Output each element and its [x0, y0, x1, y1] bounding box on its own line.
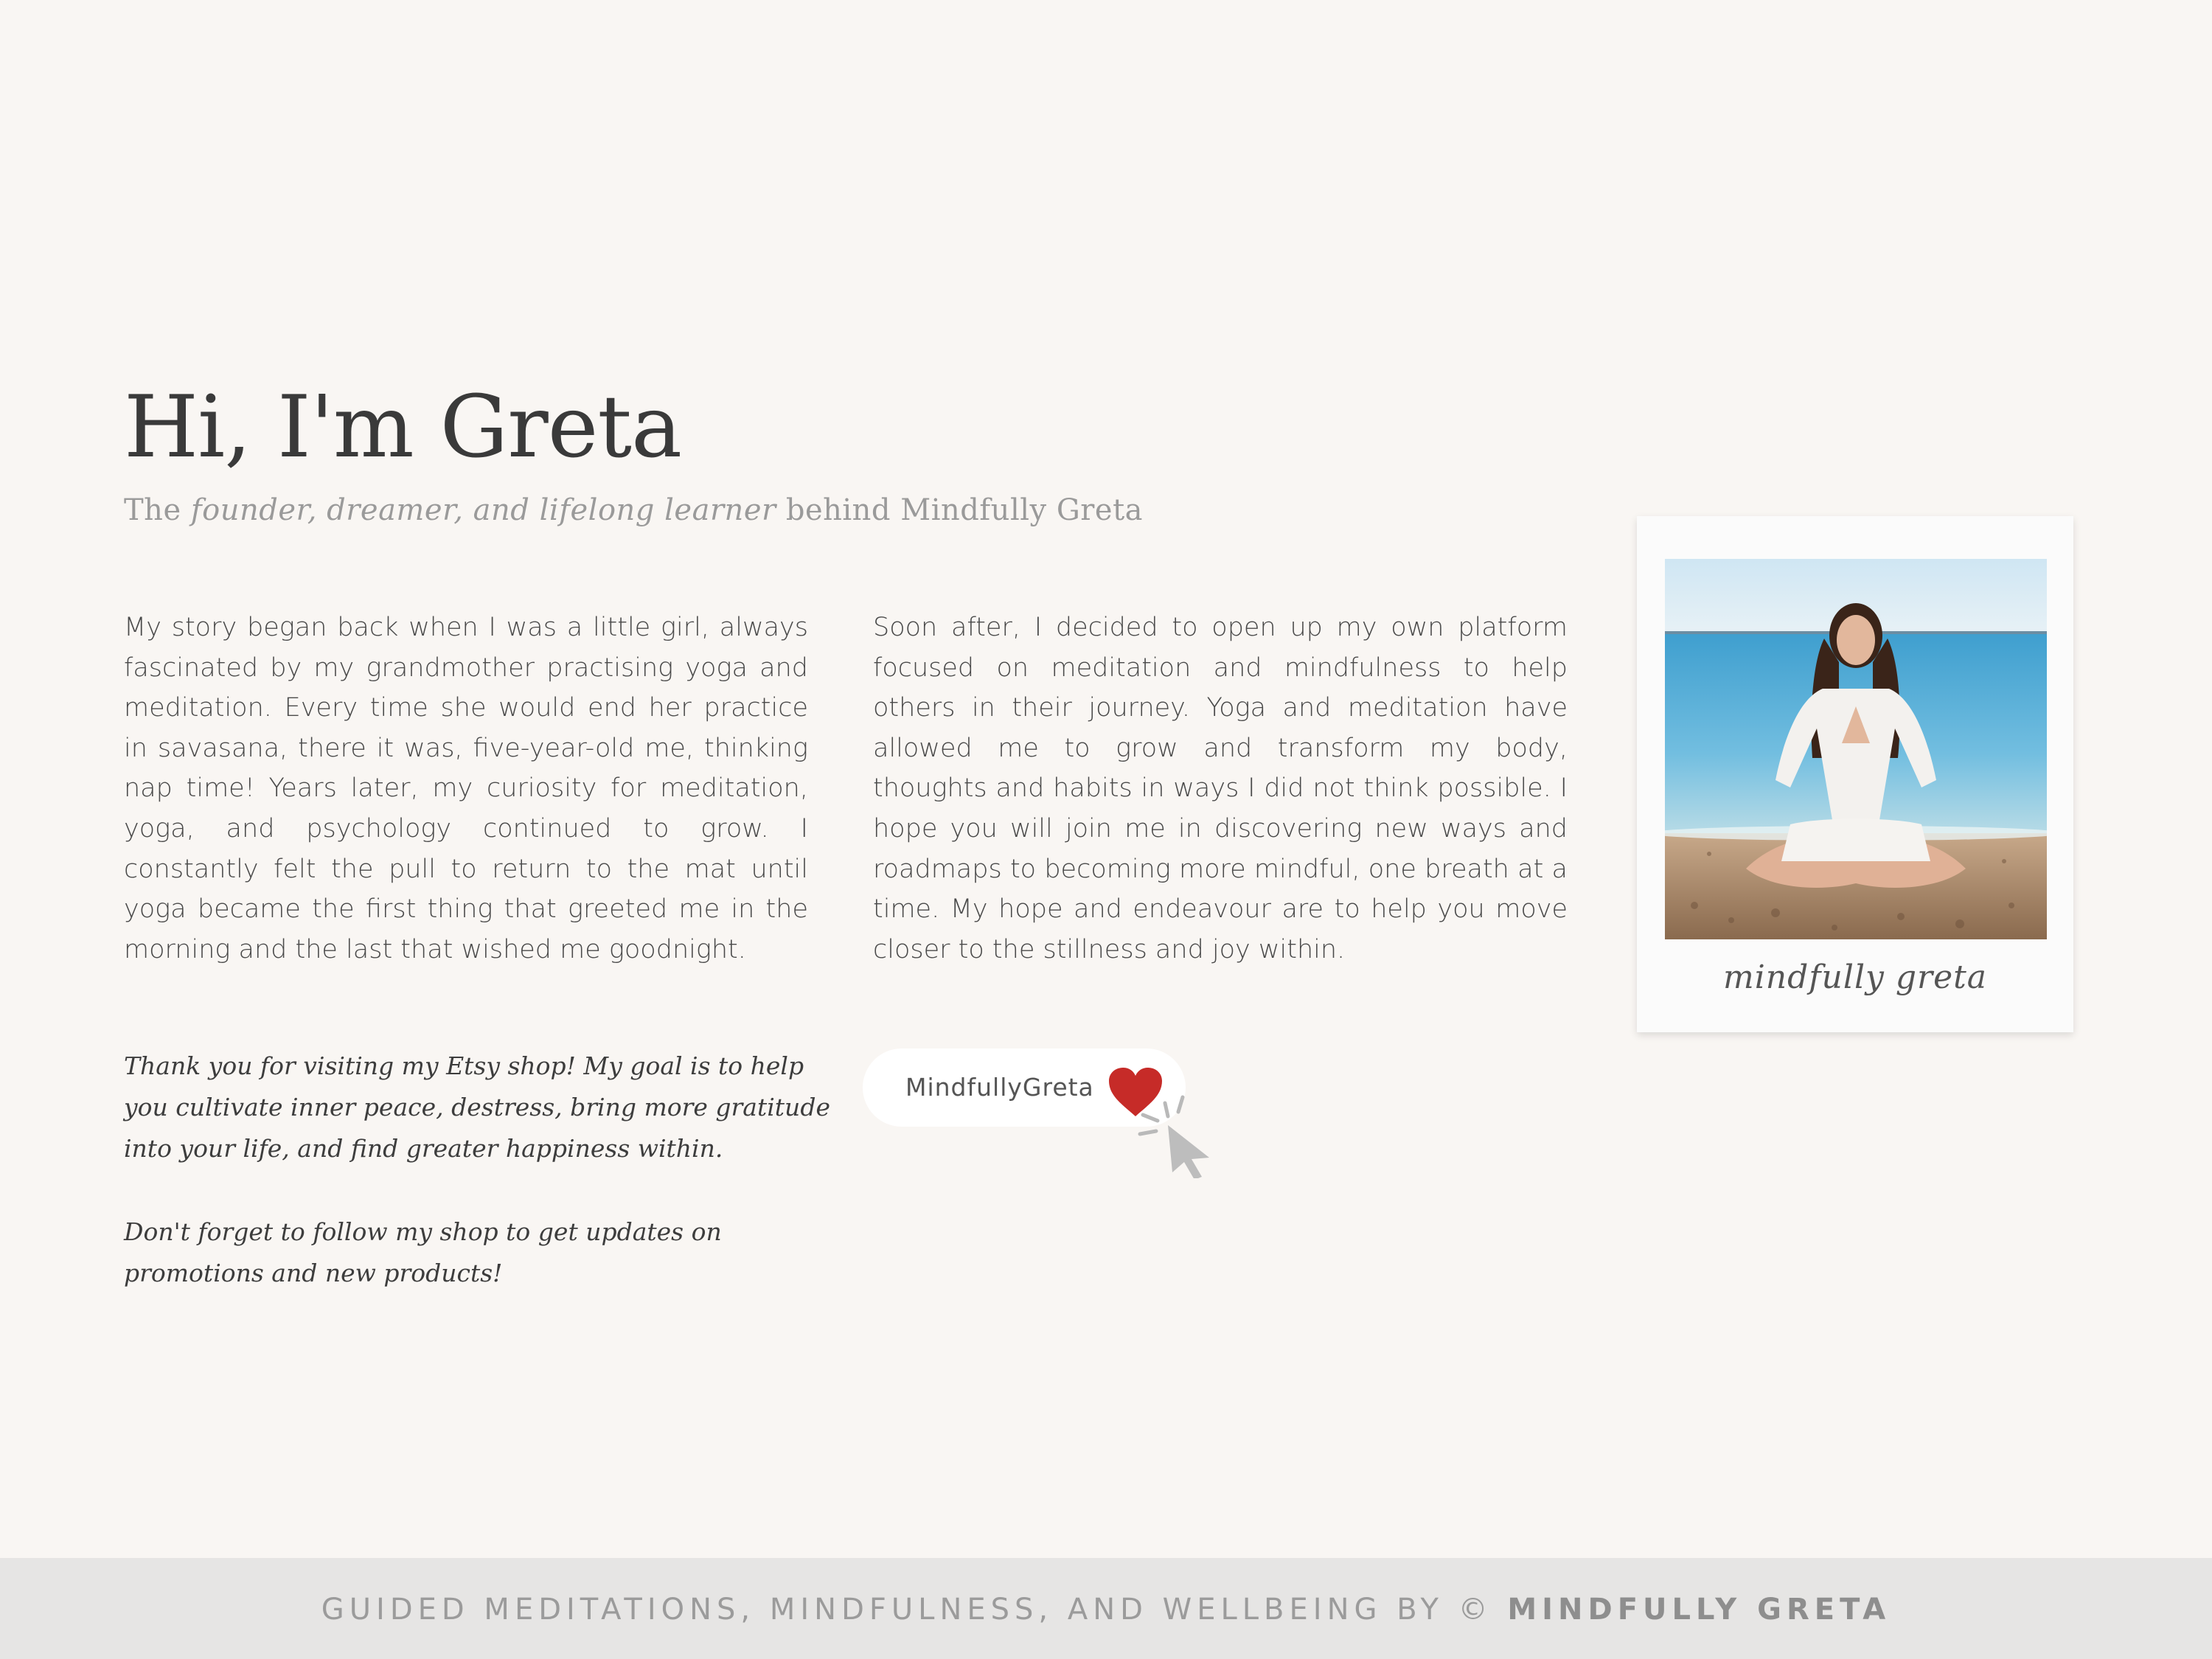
meditation-photo	[1665, 559, 2047, 939]
subtitle-italic: founder, dreamer, and lifelong learner	[190, 493, 776, 527]
polaroid-photo-frame	[1637, 516, 2073, 1032]
subtitle-end: behind Mindfully Greta	[776, 493, 1144, 527]
page-subtitle	[124, 490, 1143, 531]
story-paragraph-2: Soon after, I decided to open up my own platform focused on meditation and mindfulness to help others in their journey. Yoga and meditation have allowed me to grow and transform my body, thoughts and habits in ways I did not think possible. I hope you will join me in discovering new ways and roadmaps to becoming more mindful, one breath at a time. My hope and endeavour are to help you move closer to the stillness and joy within.	[873, 613, 1568, 964]
cursor-click-icon	[1135, 1090, 1224, 1178]
thanks-message: Thank you for visiting my Etsy shop! My goal is to help you cultivate inner peace, destress, bring more gratitude into your life, and find greater happiness within.	[124, 1051, 830, 1163]
footer	[0, 1558, 2212, 1659]
polaroid-signature: mindfully greta	[1722, 959, 1988, 996]
follow-reminder: Don't forget to follow my shop to get updates on promotions and new products!	[124, 1217, 722, 1287]
story-paragraph-1: My story began back when I was a little girl, always fascinated by my grandmother practising yoga and meditation. Every time she would end her practice in savasana, there it was, five-year-old me, thinking nap time! Years later, my curiosity for meditation, yoga, and psychology continued to grow. I constantly felt the pull to return to the mat until yoga became the first thing that greeted me in the morning and the last that wished me goodnight.	[124, 613, 808, 964]
footer-text	[0, 1590, 2212, 1629]
footer-brand: MINDFULLY GRETA	[1507, 1593, 1891, 1627]
follow-shop-label: MindfullyGreta	[905, 1073, 1094, 1102]
footer-tagline: GUIDED MEDITATIONS, MINDFULNESS, AND WELLBEING BY ©	[321, 1593, 1508, 1627]
subtitle-start: The	[124, 493, 191, 527]
page-title: Hi, I'm Greta	[124, 378, 682, 477]
